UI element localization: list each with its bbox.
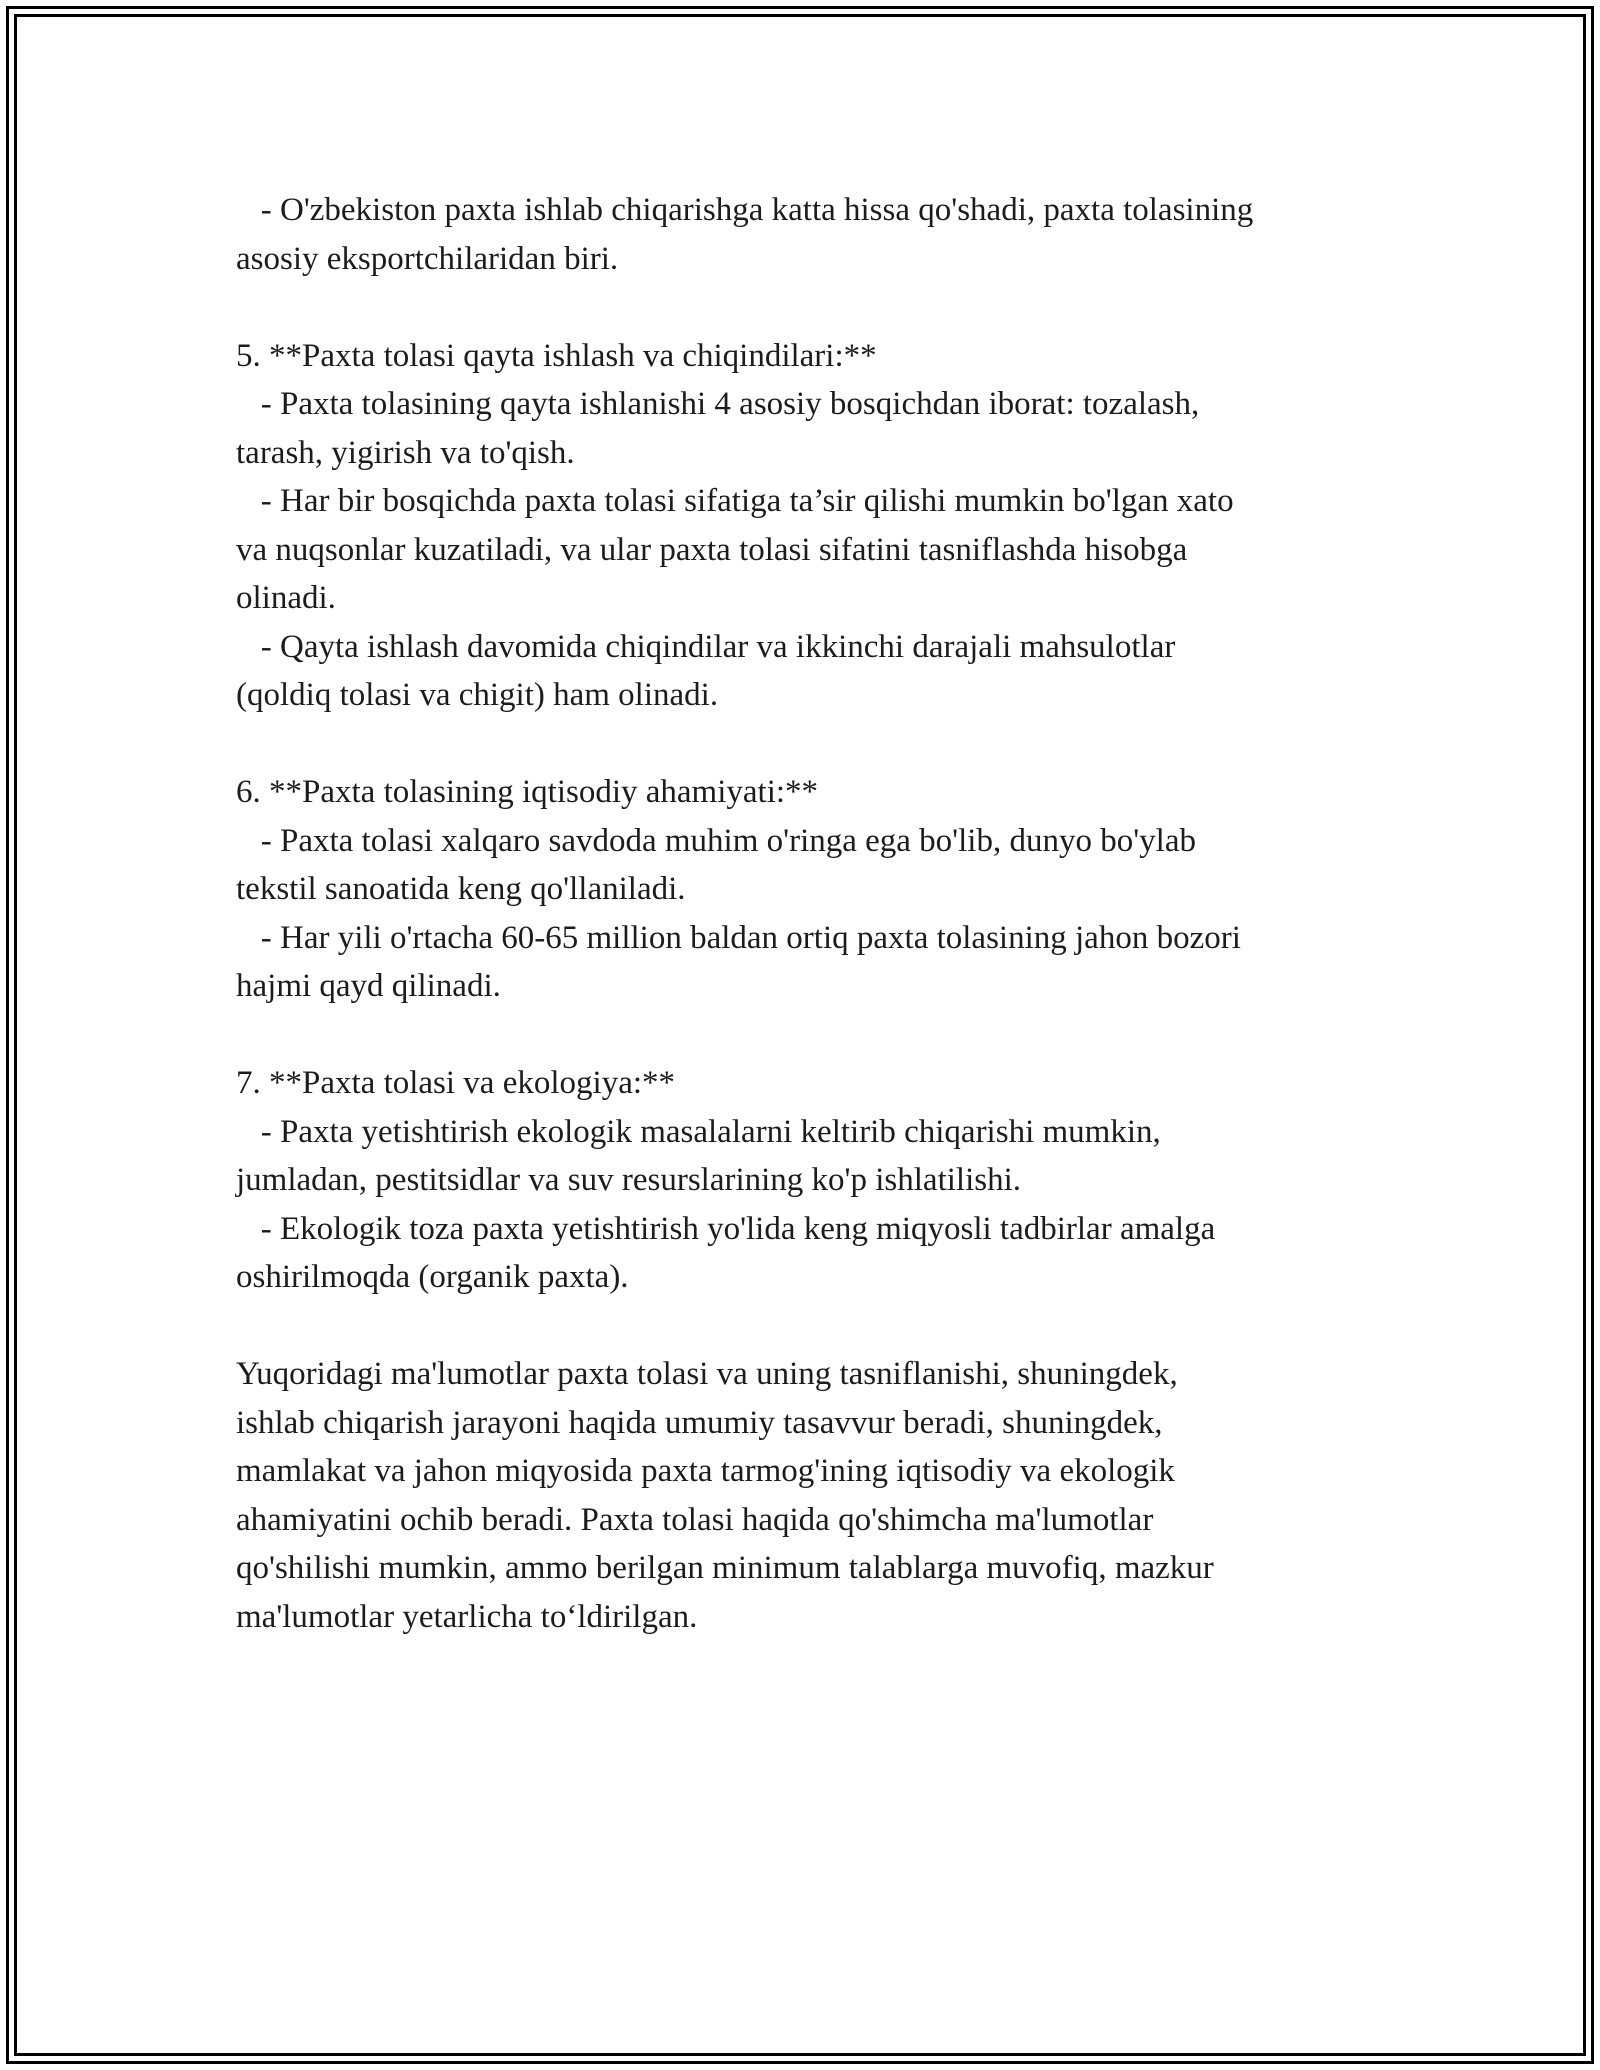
section-6-economics — [236, 768, 1376, 1011]
text-line: asosiy eksportchilaridan biri. — [236, 240, 619, 277]
paragraph-spacer — [236, 720, 1376, 769]
text-line: mamlakat va jahon miqyosida paxta tarmog'ining iqtisodiy va ekologik — [236, 1453, 1175, 1489]
paragraph-spacer — [236, 1011, 1376, 1060]
text-line: hajmi qayd qilinadi. — [236, 968, 501, 1004]
section-heading: 7. **Paxta tolasi va ekologiya:** — [236, 1065, 676, 1101]
paragraph-conclusion — [236, 1350, 1376, 1641]
paragraph-spacer — [236, 283, 1376, 332]
text-line: oshirilmoqda (organik paxta). — [236, 1259, 629, 1295]
text-line: (qoldiq tolasi va chigit) ham olinadi. — [236, 677, 719, 713]
text-line: tarash, yigirish va to'qish. — [236, 434, 575, 471]
text-line: qo'shilishi mumkin, ammo berilgan minimum talablarga muvofiq, mazkur — [236, 1550, 1214, 1586]
text-line: - Ekologik toza paxta yetishtirish yo'lida keng miqyosli tadbirlar amalga — [236, 1210, 1216, 1247]
section-heading: 5. **Paxta tolasi qayta ishlash va chiqindilari:** — [236, 337, 877, 374]
section-5-processing — [236, 332, 1376, 720]
section-7-ecology — [236, 1059, 1376, 1302]
paragraph-export — [236, 186, 1376, 283]
text-line: tekstil sanoatida keng qo'llaniladi. — [236, 871, 686, 907]
text-line: olinadi. — [236, 580, 336, 616]
text-line: jumladan, pestitsidlar va suv resurslarining ko'p ishlatilishi. — [236, 1162, 1022, 1198]
text-line: - Paxta tolasining qayta ishlanishi 4 asosiy bosqichdan iborat: tozalash, — [236, 386, 1200, 422]
text-line: ma'lumotlar yetarlicha to‘ldirilgan. — [236, 1598, 698, 1635]
document-body — [236, 186, 1376, 1641]
text-line: va nuqsonlar kuzatiladi, va ular paxta tolasi sifatini tasniflashda hisobga — [236, 531, 1188, 568]
section-heading: 6. **Paxta tolasining iqtisodiy ahamiyati:** — [236, 774, 819, 810]
text-line: - Har yili o'rtacha 60-65 million baldan ortiq paxta tolasining jahon bozori — [236, 919, 1241, 956]
text-line: Yuqoridagi ma'lumotlar paxta tolasi va uning tasniflanishi, shuningdek, — [236, 1356, 1178, 1392]
text-line: - Har bir bosqichda paxta tolasi sifatiga ta’sir qilishi mumkin bo'lgan xato — [236, 483, 1234, 519]
text-line: - Qayta ishlash davomida chiqindilar va ikkinchi darajali mahsulotlar — [236, 628, 1176, 665]
text-line: - Paxta yetishtirish ekologik masalalarni keltirib chiqarishi mumkin, — [236, 1113, 1161, 1150]
text-line: - Paxta tolasi xalqaro savdoda muhim o'ringa ega bo'lib, dunyo bo'ylab — [236, 822, 1196, 859]
text-line: - O'zbekiston paxta ishlab chiqarishga katta hissa qo'shadi, paxta tolasining — [236, 192, 1254, 228]
paragraph-spacer — [236, 1302, 1376, 1351]
text-line: ishlab chiqarish jarayoni haqida umumiy tasavvur beradi, shuningdek, — [236, 1404, 1163, 1441]
text-line: ahamiyatini ochib beradi. Paxta tolasi haqida qo'shimcha ma'lumotlar — [236, 1501, 1154, 1538]
